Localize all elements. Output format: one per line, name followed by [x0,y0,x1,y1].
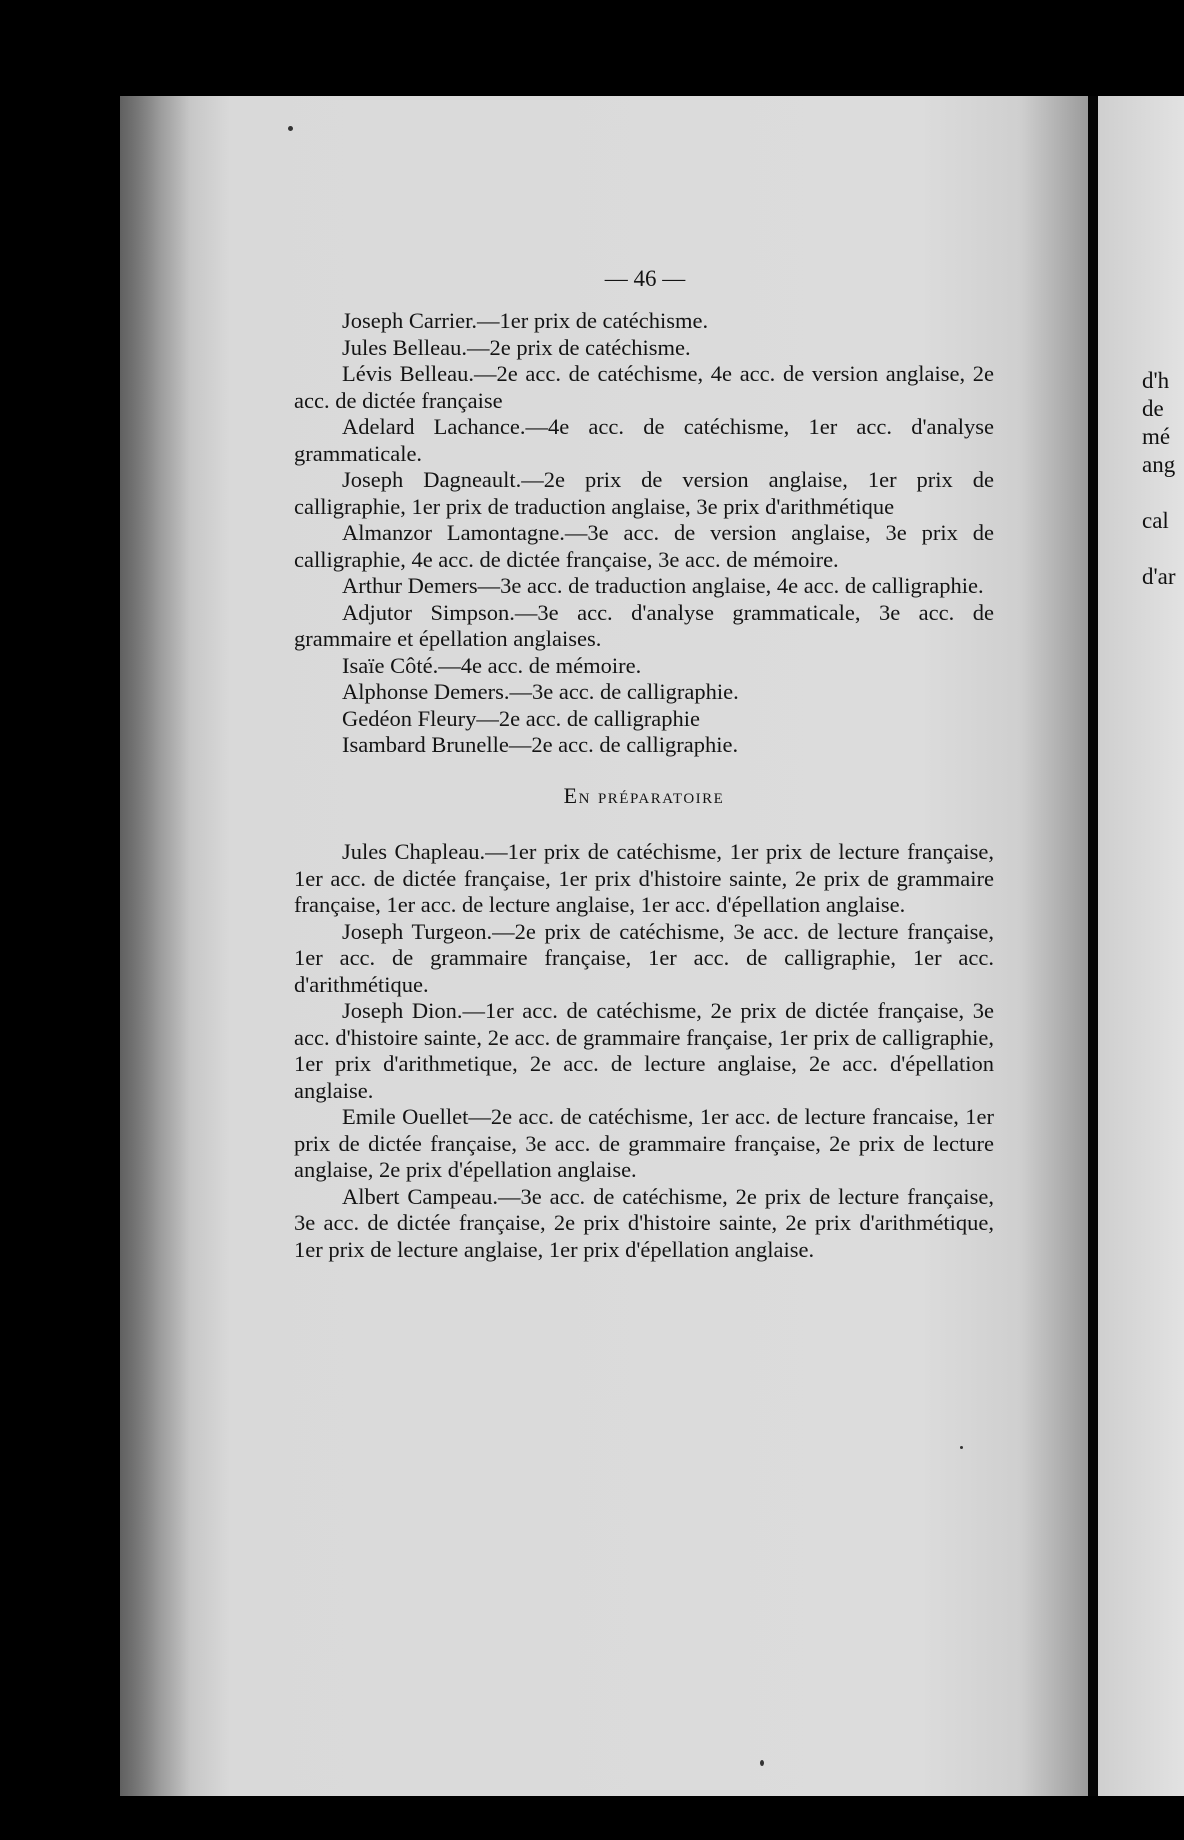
scan-speck [960,1446,963,1449]
award-entry: Jules Belleau.—2e prix de catéchisme. [342,334,691,360]
award-entry: Joseph Dagneault.—2e prix de version anglaise, 1er prix de calligraphie, 1er prix de traduction anglaise, 3e prix d'arithmétique [294,467,994,519]
adjacent-page-fragment: d'h [1142,368,1170,393]
award-entry: Joseph Carrier.—1er prix de catéchisme. [342,308,709,333]
award-entry: Isambard Brunelle—2e acc. de calligraphie. [342,732,739,757]
award-entry: Adelard Lachance.—4e acc. de catéchisme, 1er acc. d'analyse grammaticale. [294,414,994,466]
award-entry: Alphonse Demers.—3e acc. de calligraphie. [342,679,739,704]
page-gutter [1088,96,1098,1796]
adjacent-page-edge [1098,96,1184,1796]
adjacent-page-fragment: cal [1142,508,1169,533]
scan-speck [288,126,293,131]
page-body [294,308,994,1263]
section-heading [294,783,994,812]
section-heading-text: En préparatoire [563,782,725,808]
page-number: — 46 — [604,266,686,291]
award-entry: Arthur Demers—3e acc. de traduction anglaise, 4e acc. de calligraphie. [342,573,984,598]
award-entry: Adjutor Simpson.—3e acc. d'analyse grammaticale, 3e acc. de grammaire et épellation anglaises. [294,599,994,651]
adjacent-page-fragment: mé [1142,424,1171,449]
adjacent-page-fragment: d'ar [1142,564,1176,589]
award-entry: Lévis Belleau.—2e acc. de catéchisme, 4e acc. de version anglaise, 2e acc. de dictée française [294,361,994,413]
adjacent-page-fragment: ang [1142,452,1176,477]
award-entry: Joseph Dion.—1er acc. de catéchisme, 2e prix de dictée française, 3e acc. d'histoire sainte, 2e acc. de grammaire française, 1er prix de calligraphie, 1er prix d'arithmetique, 2e acc. de lecture anglaise, 2e acc. d'épellation anglaise. [294,998,994,1103]
award-entry: Gedéon Fleury—2e acc. de calligraphie [342,705,700,731]
award-entry: Emile Ouellet—2e acc. de catéchisme, 1er acc. de lecture francaise, 1er prix de dictée française, 3e acc. de grammaire française, 2e prix de lecture anglaise, 2e prix d'épellation anglaise. [294,1104,994,1182]
award-entry: Isaïe Côté.—4e acc. de mémoire. [342,652,642,678]
adjacent-page-fragment: de [1142,396,1164,421]
award-entry: Joseph Turgeon.—2e prix de catéchisme, 3e acc. de lecture française, 1er acc. de grammaire française, 1er acc. de calligraphie, 1er acc. d'arithmétique. [294,918,994,997]
award-entry: Albert Campeau.—3e acc. de catéchisme, 2e prix de lecture française, 3e acc. de dictée française, 2e prix d'histoire sainte, 2e prix d'arithmétique, 1er prix de lecture anglaise, 1er prix d'épellation anglaise. [294,1183,994,1262]
award-entry: Jules Chapleau.—1er prix de catéchisme, 1er prix de lecture française, 1er acc. de dictée française, 1er prix d'histoire sainte, 2e prix de grammaire française, 1er acc. de lecture anglaise, 1er acc. d'épellation anglaise. [294,839,994,917]
scan-speck [760,1760,764,1766]
award-entry: Almanzor Lamontagne.—3e acc. de version anglaise, 3e prix de calligraphie, 4e acc. de dictée française, 3e acc. de mémoire. [294,520,994,572]
